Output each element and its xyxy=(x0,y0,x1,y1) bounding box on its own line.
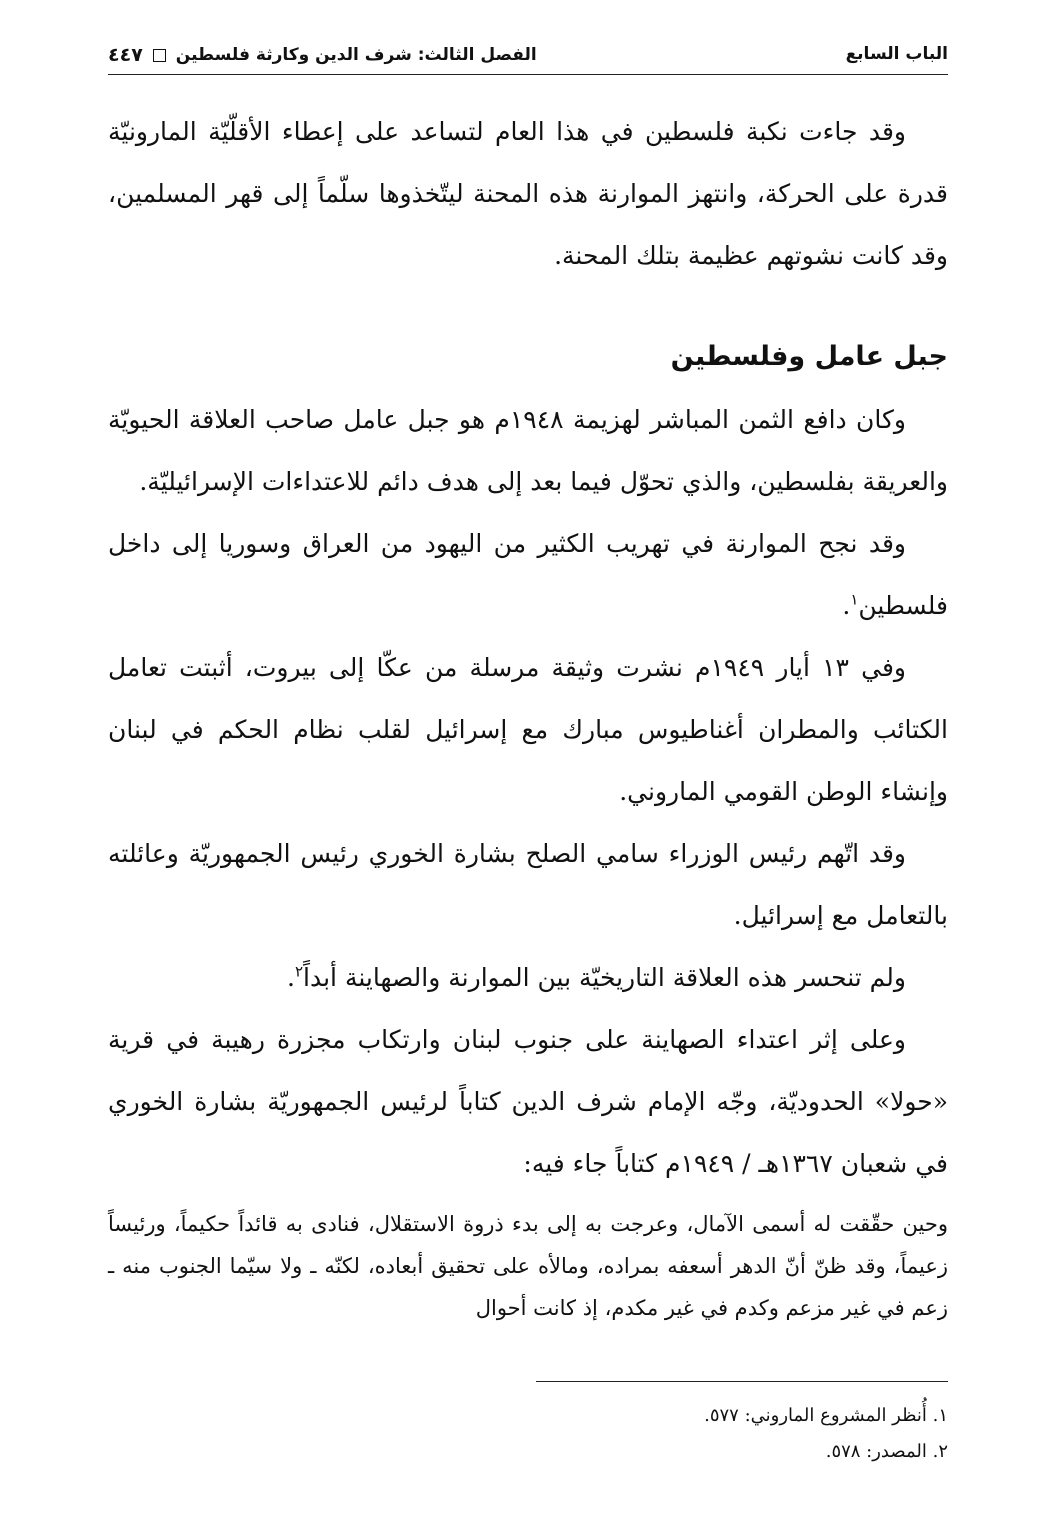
paragraph-2 xyxy=(108,513,948,637)
chapter-title: الفصل الثالث: شرف الدين وكارثة فلسطين xyxy=(175,45,537,65)
paragraph-5 xyxy=(108,947,948,1009)
footnote-separator xyxy=(536,1381,948,1382)
block-quote: وحين حقّقت له أسمى الآمال، وعرجت به إلى بدء ذروة الاستقلال، فنادى به قائداً حكيماً، ورئيساً زعيماً، وقد ظنّ أنّ الدهر أسعفه بمراده، ومالأه على تحقيق أبعاده، لكنّه ـ ولا سيّما الجنوب منه ـ زعم في غير مزعم وكدم في غير مكدم، إذ كانت أحوال xyxy=(108,1212,948,1320)
paragraph-6: وعلى إثر اعتداء الصهاينة على جنوب لبنان وارتكاب مجزرة رهيبة في قرية «حولا» الحدوديّة، وجّه الإمام شرف الدين كتاباً لرئيس الجمهوريّة بشارة الخوري في شعبان ١٣٦٧هـ / ١٩٤٩م كتاباً جاء فيه: xyxy=(108,1025,948,1178)
paragraph-2-text: وقد نجح الموارنة في تهريب الكثير من اليهود من العراق وسوريا إلى داخل فلسطين xyxy=(108,529,948,620)
paragraph-1: وكان دافع الثمن المباشر لهزيمة ١٩٤٨م هو جبل عامل صاحب العلاقة الحيويّة والعريقة بفلسطين، والذي تحوّل فيما بعد إلى هدف دائم للاعتداءات الإسرائيليّة. xyxy=(108,405,948,496)
paragraph-4: وقد اتّهم رئيس الوزراء سامي الصلح بشارة الخوري رئيس الجمهوريّة وعائلته بالتعامل مع إسرائيل. xyxy=(108,839,948,930)
book-page xyxy=(108,38,948,1470)
running-header xyxy=(108,38,948,75)
square-separator-icon xyxy=(153,49,166,62)
paragraph-5-text: ولم تنحسر هذه العلاقة التاريخيّة بين الموارنة والصهاينة أبداً xyxy=(303,963,906,992)
footnote-ref-1: ١ xyxy=(850,590,859,609)
footnotes xyxy=(108,1398,948,1470)
footnote-2: ٢. المصدر: ٥٧٨. xyxy=(825,1441,948,1462)
paragraph-3: وفي ١٣ أيار ١٩٤٩م نشرت وثيقة مرسلة من عكّا إلى بيروت، أثبتت تعامل الكتائب والمطران أغناطيوس مبارك مع إسرائيل لقلب نظام الحكم في لبنان وإنشاء الوطن القومي الماروني. xyxy=(108,653,948,806)
paragraph-5-end: . xyxy=(287,963,295,992)
book-part-title: الباب السابع xyxy=(845,44,948,64)
paragraph-2-end: . xyxy=(842,591,851,620)
page-number: ٤٤٧ xyxy=(108,44,143,66)
footnote-ref-2: ٢ xyxy=(294,962,304,981)
footnote-1: ١. أُنظر المشروع الماروني: ٥٧٧. xyxy=(704,1405,948,1426)
intro-paragraph: وقد جاءت نكبة فلسطين في هذا العام لتساعد على إعطاء الأقلّيّة المارونيّة قدرة على الحركة، وانتهز الموارنة هذه المحنة ليتّخذوها سلّماً إلى قهر المسلمين، وقد كانت نشوتهم عظيمة بتلك المحنة. xyxy=(108,117,948,270)
chapter-title-group xyxy=(108,44,537,66)
section-heading: جبل عامل وفلسطين xyxy=(670,341,948,372)
